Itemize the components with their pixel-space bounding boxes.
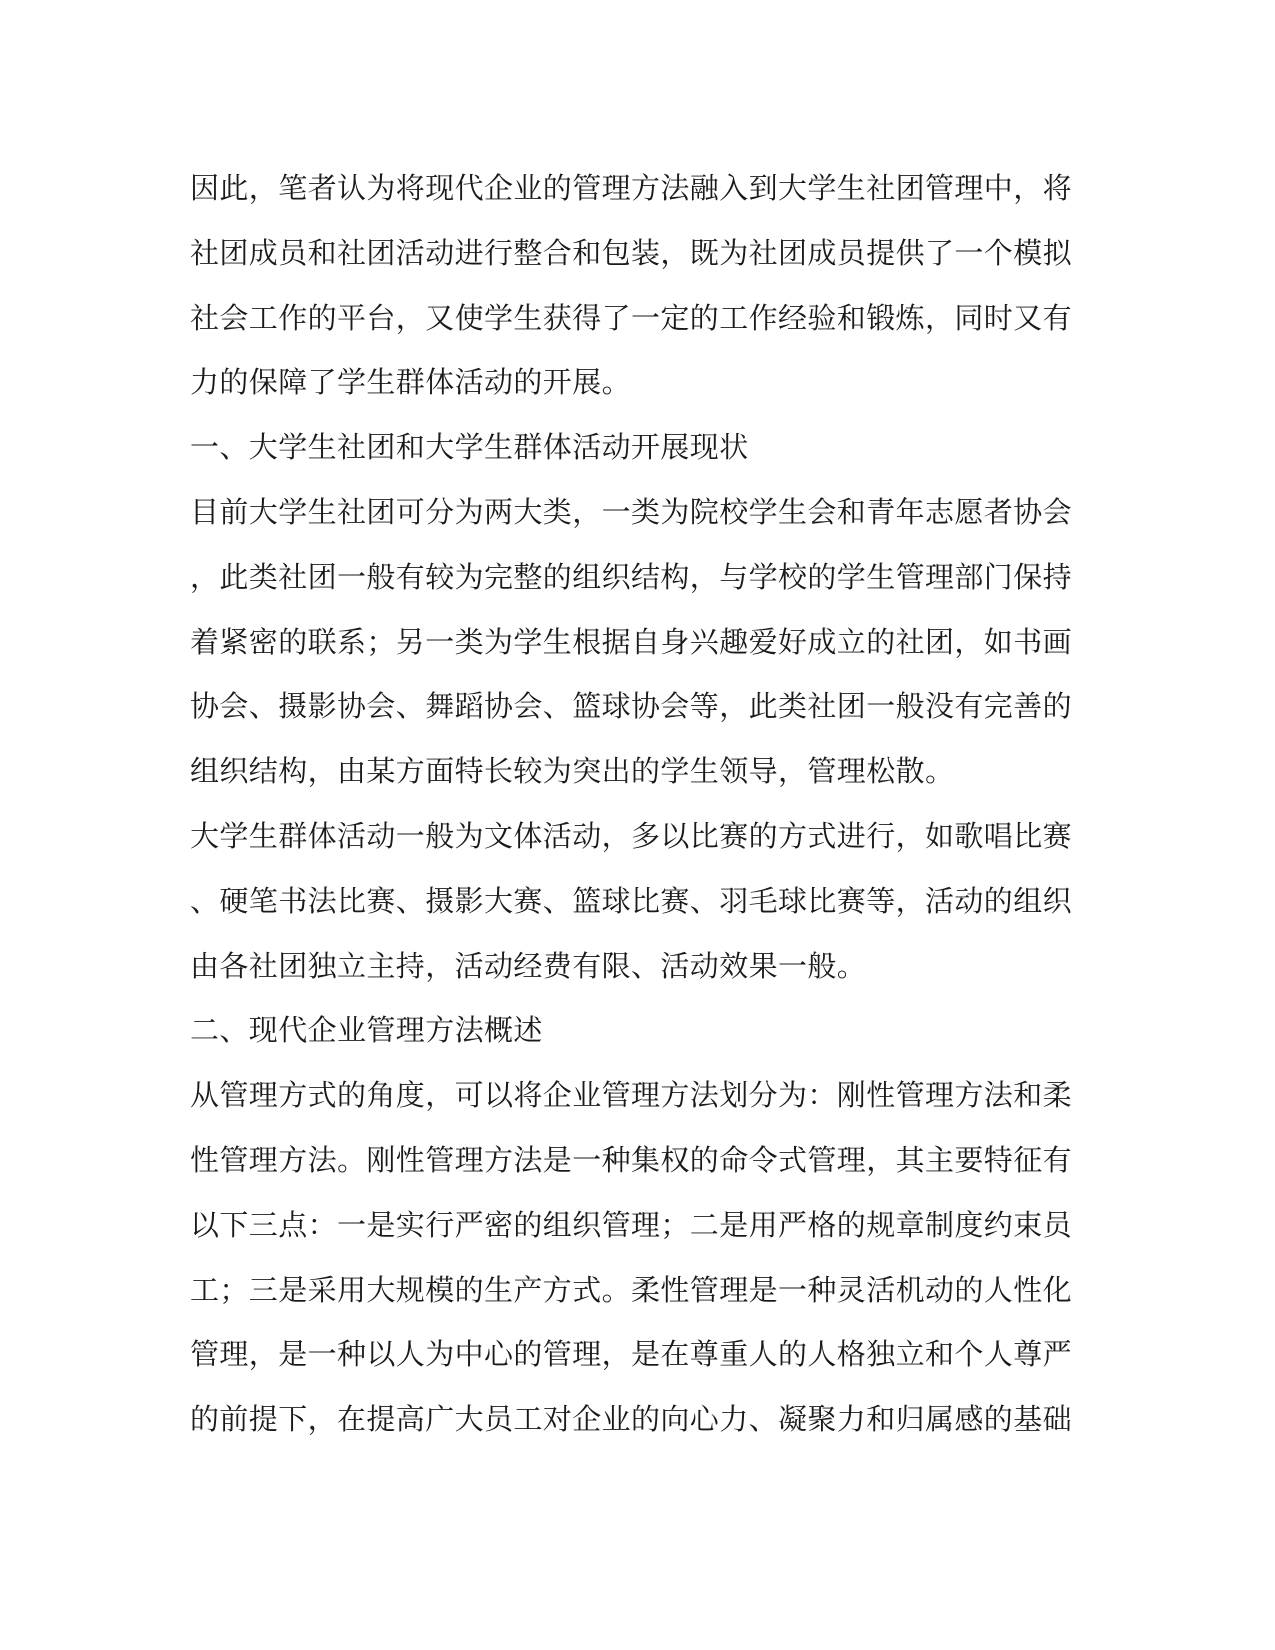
text-line: 目前大学生社团可分为两大类，一类为院校学生会和青年志愿者协会 xyxy=(190,494,1073,529)
text-line: 社团成员和社团活动进行整合和包装，既为社团成员提供了一个模拟 xyxy=(190,235,1073,270)
text-line: 性管理方法。刚性管理方法是一种集权的命令式管理，其主要特征有 xyxy=(190,1142,1073,1177)
text-line: 协会、摄影协会、舞蹈协会、篮球协会等，此类社团一般没有完善的 xyxy=(190,689,1073,724)
text-line: 由各社团独立主持，活动经费有限、活动效果一般。 xyxy=(190,948,867,983)
text-line: 工；三是采用大规模的生产方式。柔性管理是一种灵活机动的人性化 xyxy=(190,1272,1073,1307)
text-line: 、硬笔书法比赛、摄影大赛、篮球比赛、羽毛球比赛等，活动的组织 xyxy=(190,883,1073,918)
section-heading: 一、大学生社团和大学生群体活动开展现状 xyxy=(190,430,749,465)
text-line: 因此，笔者认为将现代企业的管理方法融入到大学生社团管理中，将 xyxy=(190,171,1073,205)
text-line: 以下三点：一是实行严密的组织管理；二是用严格的规章制度约束员 xyxy=(190,1207,1073,1242)
section-heading: 二、现代企业管理方法概述 xyxy=(190,1013,543,1048)
document-body xyxy=(190,156,1073,1452)
text-line: 大学生群体活动一般为文体活动，多以比赛的方式进行，如歌唱比赛 xyxy=(190,818,1073,853)
text-line: 社会工作的平台，又使学生获得了一定的工作经验和锻炼，同时又有 xyxy=(190,300,1073,335)
text-line: 力的保障了学生群体活动的开展。 xyxy=(190,365,632,400)
text-line: 着紧密的联系；另一类为学生根据自身兴趣爱好成立的社团，如书画 xyxy=(190,624,1073,659)
text-line: 组织结构，由某方面特长较为突出的学生领导，管理松散。 xyxy=(190,754,955,789)
text-line: 的前提下，在提高广大员工对企业的向心力、凝聚力和归属感的基础 xyxy=(190,1402,1073,1437)
text-line: 从管理方式的角度，可以将企业管理方法划分为：刚性管理方法和柔 xyxy=(190,1078,1073,1113)
text-line: 管理，是一种以人为中心的管理，是在尊重人的人格独立和个人尊严 xyxy=(190,1337,1073,1372)
text-line: ，此类社团一般有较为完整的组织结构，与学校的学生管理部门保持 xyxy=(190,559,1073,594)
